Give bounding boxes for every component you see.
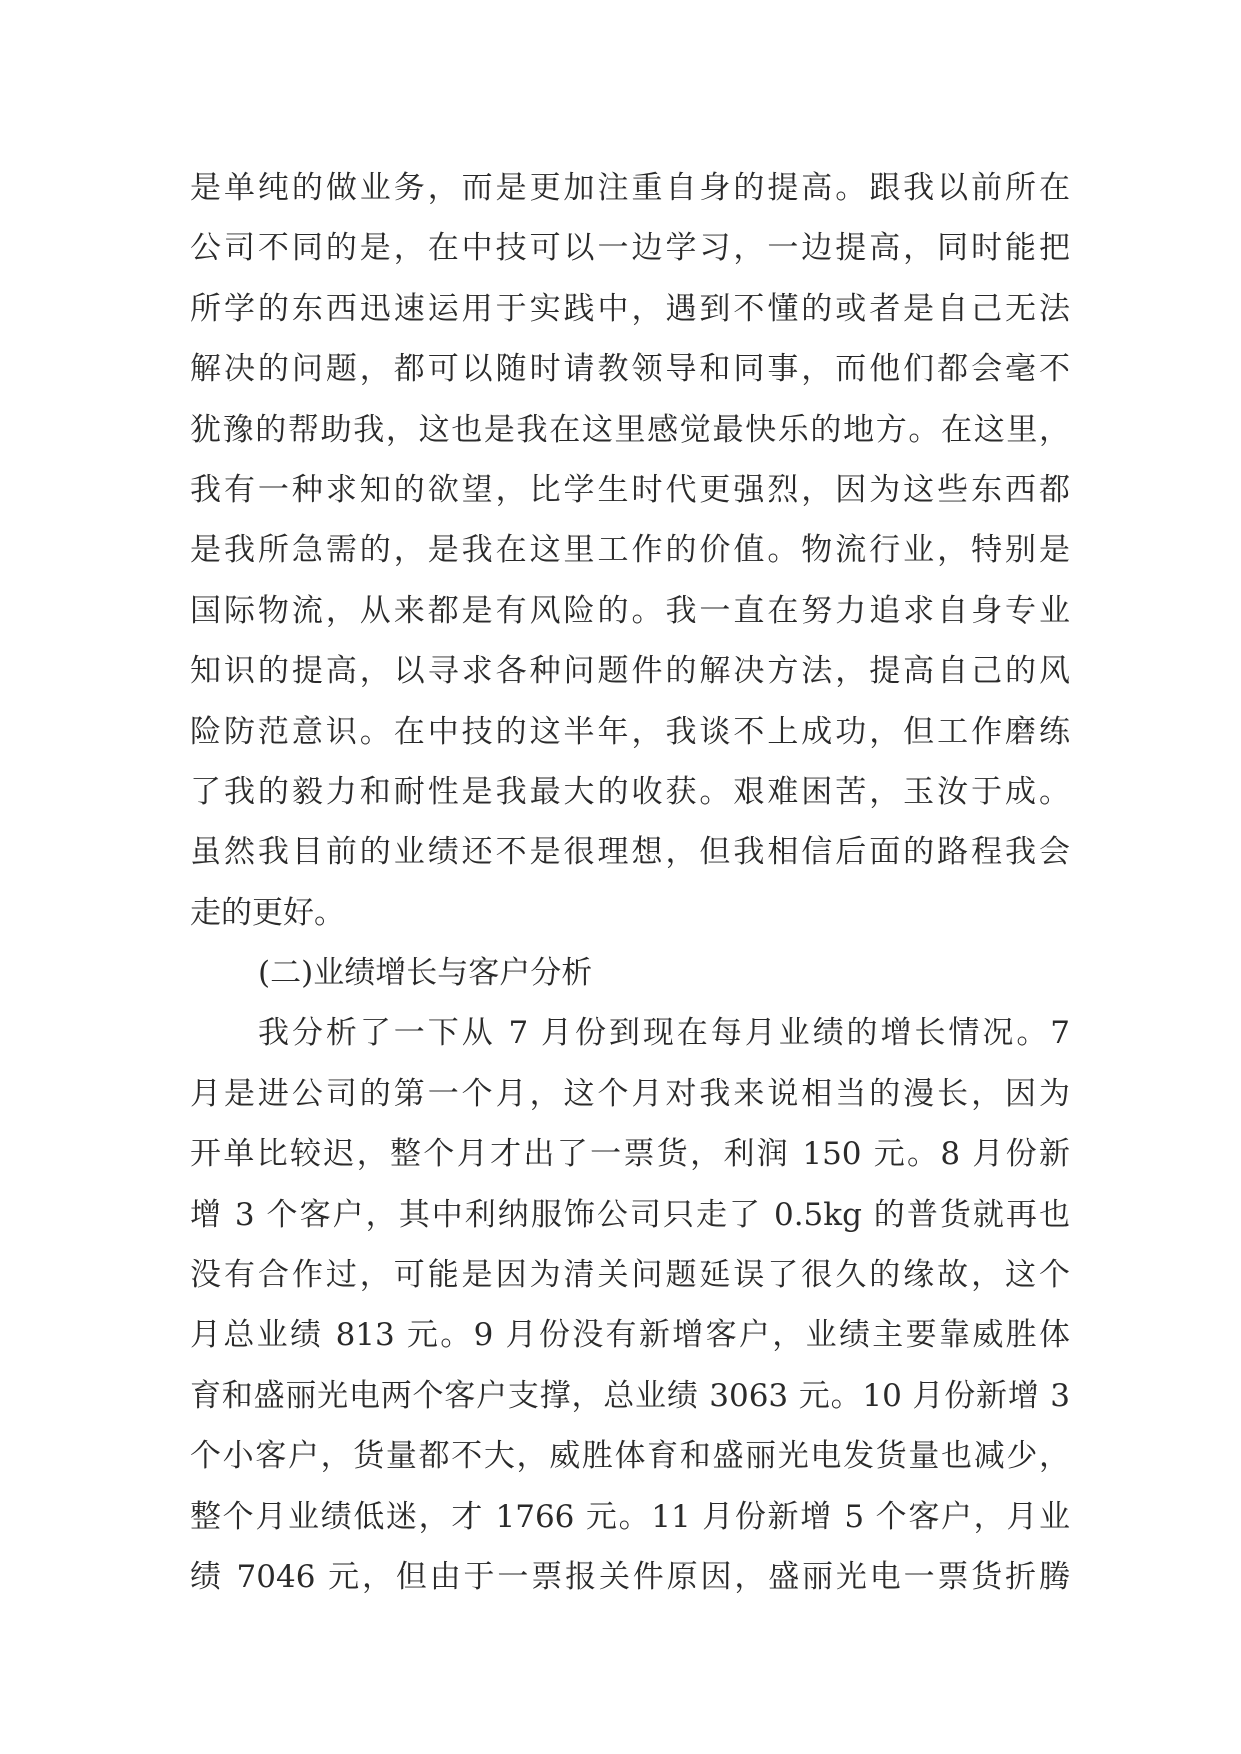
body-line: 解决的问题，都可以随时请教领导和同事，而他们都会毫不 bbox=[190, 351, 1070, 388]
body-line: 所学的东西迅速运用于实践中，遇到不懂的或者是自己无法 bbox=[190, 290, 1070, 327]
document-body bbox=[190, 158, 1070, 1607]
body-line: 犹豫的帮助我，这也是我在这里感觉最快乐的地方。在这里， bbox=[190, 411, 1070, 448]
body-line: 育和盛丽光电两个客户支撑，总业绩 3063 元。10 月份新增 3 bbox=[190, 1377, 1070, 1414]
body-line: 个小客户，货量都不大，威胜体育和盛丽光电发货量也减少， bbox=[190, 1438, 1070, 1475]
body-line: 险防范意识。在中技的这半年，我谈不上成功，但工作磨练 bbox=[190, 713, 1070, 750]
paragraph-end-line: 走的更好。 bbox=[190, 894, 345, 931]
body-line: 月总业绩 813 元。9 月份没有新增客户，业绩主要靠威胜体 bbox=[190, 1317, 1070, 1354]
body-line: 开单比较迟，整个月才出了一票货，利润 150 元。8 月份新 bbox=[190, 1136, 1070, 1173]
body-line: 没有合作过，可能是因为清关问题延误了很久的缘故，这个 bbox=[190, 1257, 1070, 1294]
body-line: 增 3 个客户，其中利纳服饰公司只走了 0.5kg 的普货就再也 bbox=[190, 1196, 1070, 1233]
body-line: 虽然我目前的业绩还不是很理想，但我相信后面的路程我会 bbox=[190, 834, 1070, 871]
body-line: 月是进公司的第一个月，这个月对我来说相当的漫长，因为 bbox=[190, 1075, 1070, 1112]
body-line: 国际物流，从来都是有风险的。我一直在努力追求自身专业 bbox=[190, 592, 1070, 629]
body-line: 整个月业绩低迷，才 1766 元。11 月份新增 5 个客户，月业 bbox=[190, 1498, 1070, 1535]
body-line: 是我所急需的，是我在这里工作的价值。物流行业，特别是 bbox=[190, 532, 1070, 569]
body-line: 公司不同的是，在中技可以一边学习，一边提高，同时能把 bbox=[190, 230, 1070, 267]
section-heading: (二)业绩增长与客户分析 bbox=[258, 955, 593, 992]
body-line: 绩 7046 元，但由于一票报关件原因，盛丽光电一票货折腾 bbox=[190, 1558, 1070, 1595]
body-line: 是单纯的做业务，而是更加注重自身的提高。跟我以前所在 bbox=[190, 170, 1070, 206]
body-line: 知识的提高，以寻求各种问题件的解决方法，提高自己的风 bbox=[190, 653, 1070, 690]
body-line: 我有一种求知的欲望，比学生时代更强烈，因为这些东西都 bbox=[190, 471, 1070, 508]
body-line: 了我的毅力和耐性是我最大的收获。艰难困苦，玉汝于成。 bbox=[190, 773, 1070, 810]
paragraph-first-line: 我分析了一下从 7 月份到现在每月业绩的增长情况。7 bbox=[258, 1015, 1070, 1052]
